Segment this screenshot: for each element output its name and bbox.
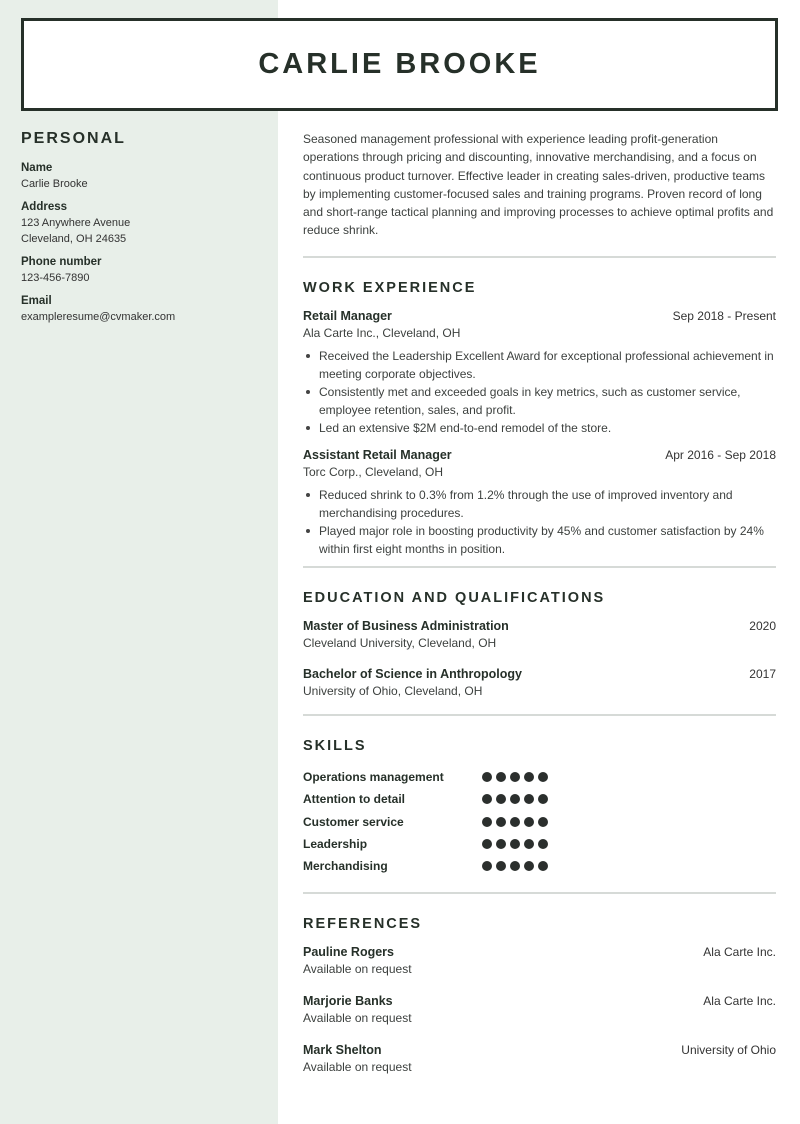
reference-entry — [303, 993, 776, 1027]
job-title: Assistant Retail Manager — [303, 447, 452, 462]
skill-dot — [524, 817, 534, 827]
skill-row — [303, 855, 776, 877]
education-title: EDUCATION AND QUALIFICATIONS — [303, 589, 606, 606]
address-line-2: Cleveland, OH 24635 — [21, 233, 127, 245]
profile-summary: Seasoned management professional with experience leading profit-generation operations through pricing and discounting, innovative merchandising, and a focus on continuous product turnover. Effective leader in creating sales-driven, productive teams by implementing customer-focused sales and training programs. Proven record of long and short-range tactical planning and improving processes to achieve optimal profits and reduce shrink. — [303, 132, 774, 238]
skill-row — [303, 833, 776, 855]
skill-dot — [510, 839, 520, 849]
skill-dot — [496, 839, 506, 849]
phone-label: Phone number — [21, 256, 102, 268]
skill-dot — [510, 772, 520, 782]
skill-rating — [482, 772, 548, 782]
skill-name: Leadership — [303, 836, 368, 851]
skill-dot — [524, 861, 534, 871]
section-divider — [303, 566, 776, 568]
skill-dot — [524, 772, 534, 782]
ref-note: Available on request — [303, 962, 412, 977]
personal-name — [21, 160, 266, 192]
edu-school: Cleveland University, Cleveland, OH — [303, 635, 497, 650]
skill-dot — [482, 839, 492, 849]
skill-name: Operations management — [303, 769, 444, 784]
name-value: Carlie Brooke — [21, 178, 88, 190]
section-divider — [303, 714, 776, 716]
job-date: Apr 2016 - Sep 2018 — [665, 447, 776, 462]
skill-dot — [496, 861, 506, 871]
skills-title: SKILLS — [303, 737, 367, 754]
ref-company: Ala Carte Inc. — [703, 994, 776, 1009]
job-bullet: Reduced shrink to 0.3% from 1.2% through the use of improved inventory and merchandising procedures. — [303, 486, 776, 522]
skill-name: Customer service — [303, 814, 404, 829]
name-label: Name — [21, 162, 53, 174]
job-title: Retail Manager — [303, 308, 392, 323]
skill-row — [303, 788, 776, 810]
reference-entry — [303, 944, 776, 978]
job-bullet: Received the Leadership Excellent Award for exceptional professional achievement in meeting corporate objectives. — [303, 347, 776, 383]
job-company: Ala Carte Inc., Cleveland, OH — [303, 325, 461, 340]
email-value[interactable]: exampleresume@cvmaker.com — [21, 311, 176, 323]
section-divider — [303, 892, 776, 894]
job-entry — [303, 447, 776, 558]
skill-dot — [482, 861, 492, 871]
edu-year: 2020 — [749, 618, 776, 633]
ref-note: Available on request — [303, 1060, 412, 1075]
education-entry — [303, 666, 776, 700]
ref-name: Mark Shelton — [303, 1043, 382, 1058]
job-entry — [303, 308, 776, 437]
edu-school: University of Ohio, Cleveland, OH — [303, 683, 483, 698]
email-label: Email — [21, 295, 52, 307]
ref-company: Ala Carte Inc. — [703, 945, 776, 960]
ref-name: Pauline Rogers — [303, 945, 394, 960]
name-header — [21, 18, 778, 111]
job-date: Sep 2018 - Present — [672, 308, 776, 323]
skill-row — [303, 766, 776, 788]
job-company: Torc Corp., Cleveland, OH — [303, 464, 444, 479]
skill-dot — [510, 794, 520, 804]
skill-name: Merchandising — [303, 859, 388, 874]
edu-degree: Bachelor of Science in Anthropology — [303, 666, 523, 681]
education-entry — [303, 618, 776, 652]
ref-name: Marjorie Banks — [303, 994, 393, 1009]
skill-dot — [538, 839, 548, 849]
skills-list — [303, 766, 776, 877]
section-divider — [303, 256, 776, 258]
edu-year: 2017 — [749, 666, 776, 681]
ref-company: University of Ohio — [681, 1043, 776, 1058]
skill-dot — [496, 794, 506, 804]
phone-value: 123-456-7890 — [21, 272, 90, 284]
personal-title: PERSONAL — [21, 130, 126, 147]
reference-entry — [303, 1042, 776, 1076]
personal-section — [21, 130, 266, 332]
personal-address — [21, 199, 266, 247]
skill-dot — [482, 772, 492, 782]
address-label: Address — [21, 201, 68, 213]
skill-dot — [482, 817, 492, 827]
personal-email — [21, 293, 266, 325]
job-bullet: Consistently met and exceeded goals in key metrics, such as customer service, employee retention, sales, and profit. — [303, 383, 776, 419]
skill-dot — [524, 794, 534, 804]
skill-dot — [538, 794, 548, 804]
skill-dot — [496, 772, 506, 782]
skill-dot — [524, 839, 534, 849]
job-bullets — [303, 486, 776, 558]
skill-rating — [482, 817, 548, 827]
skill-dot — [496, 817, 506, 827]
skill-row — [303, 810, 776, 832]
skill-dot — [538, 861, 548, 871]
job-bullet: Played major role in boosting productivity by 45% and customer satisfaction by 24% within first eight months in position. — [303, 522, 776, 558]
job-bullets — [303, 347, 776, 437]
skill-rating — [482, 861, 548, 871]
ref-note: Available on request — [303, 1011, 412, 1026]
personal-phone — [21, 254, 266, 286]
main-content — [303, 130, 776, 1091]
skill-dot — [538, 772, 548, 782]
skill-rating — [482, 794, 548, 804]
address-line-1: 123 Anywhere Avenue — [21, 217, 131, 229]
skill-dot — [482, 794, 492, 804]
skill-rating — [482, 839, 548, 849]
candidate-name: CARLIE BROOKE — [258, 48, 541, 80]
job-bullet: Led an extensive $2M end-to-end remodel of the store. — [303, 419, 776, 437]
work-experience-title: WORK EXPERIENCE — [303, 279, 477, 296]
skill-dot — [538, 817, 548, 827]
references-title: REFERENCES — [303, 916, 423, 933]
skill-dot — [510, 817, 520, 827]
skill-dot — [510, 861, 520, 871]
edu-degree: Master of Business Administration — [303, 618, 509, 633]
skill-name: Attention to detail — [303, 792, 405, 807]
